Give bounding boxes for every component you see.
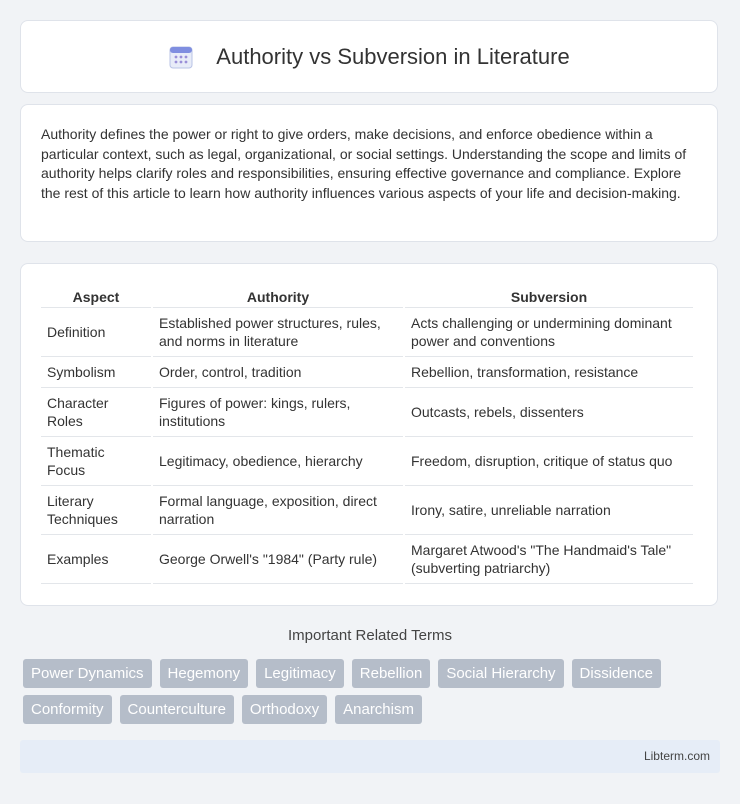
related-term-tag[interactable]: Orthodoxy xyxy=(242,695,327,724)
table-cell: Definition xyxy=(41,308,151,357)
table-cell: Figures of power: kings, rulers, institutions xyxy=(153,388,403,437)
intro-text: Authority defines the power or right to give orders, make decisions, and enforce obedience within a particular context, such as legal, organizational, or social settings. Understanding the scope and limits of authority helps clarify roles and responsibilities, ensuring effective governance and compliance. Explore the rest of this article to learn how authority influences various aspects of your life and decision-making. xyxy=(41,126,687,201)
header-card xyxy=(20,20,718,93)
table-cell: Established power structures, rules, and norms in literature xyxy=(153,308,403,357)
table-cell: Character Roles xyxy=(41,388,151,437)
intro-card xyxy=(20,104,718,242)
footer xyxy=(20,740,720,773)
column-header: Authority xyxy=(153,284,403,308)
footer-site-link[interactable]: Libterm.com xyxy=(643,749,710,763)
table-row xyxy=(41,388,693,437)
table-row xyxy=(41,437,693,486)
table-cell: Legitimacy, obedience, hierarchy xyxy=(153,437,403,486)
related-term-tag[interactable]: Anarchism xyxy=(335,695,422,724)
table-cell: Rebellion, transformation, resistance xyxy=(405,357,693,388)
table-row xyxy=(41,308,693,357)
table-cell: Margaret Atwood's "The Handmaid's Tale" (subverting patriarchy) xyxy=(405,535,693,584)
related-term-tag[interactable]: Social Hierarchy xyxy=(438,659,563,688)
table-cell: Thematic Focus xyxy=(41,437,151,486)
related-term-tag[interactable]: Power Dynamics xyxy=(23,659,152,688)
related-term-tag[interactable]: Counterculture xyxy=(120,695,234,724)
related-term-tag[interactable]: Dissidence xyxy=(572,659,661,688)
page-title: Authority vs Subversion in Literature xyxy=(216,43,570,69)
table-header-row xyxy=(41,284,693,308)
column-header: Subversion xyxy=(405,284,693,308)
related-terms-list xyxy=(23,659,713,724)
table-cell: Freedom, disruption, critique of status quo xyxy=(405,437,693,486)
column-header: Aspect xyxy=(41,284,151,308)
calendar-icon xyxy=(168,44,194,70)
related-term-tag[interactable]: Conformity xyxy=(23,695,112,724)
related-term-tag[interactable]: Legitimacy xyxy=(256,659,344,688)
table-cell: Formal language, exposition, direct narration xyxy=(153,486,403,535)
table-row xyxy=(41,357,693,388)
related-terms-title: Important Related Terms xyxy=(288,627,452,644)
related-term-tag[interactable]: Hegemony xyxy=(160,659,249,688)
table-cell: Acts challenging or undermining dominant power and conventions xyxy=(405,308,693,357)
table-row xyxy=(41,486,693,535)
comparison-card xyxy=(20,263,718,606)
related-term-tag[interactable]: Rebellion xyxy=(352,659,431,688)
table-cell: Outcasts, rebels, dissenters xyxy=(405,388,693,437)
table-cell: Irony, satire, unreliable narration xyxy=(405,486,693,535)
comparison-table xyxy=(39,284,695,584)
table-cell: Examples xyxy=(41,535,151,584)
table-cell: George Orwell's "1984" (Party rule) xyxy=(153,535,403,584)
table-cell: Order, control, tradition xyxy=(153,357,403,388)
table-cell: Literary Techniques xyxy=(41,486,151,535)
table-cell: Symbolism xyxy=(41,357,151,388)
table-row xyxy=(41,535,693,584)
